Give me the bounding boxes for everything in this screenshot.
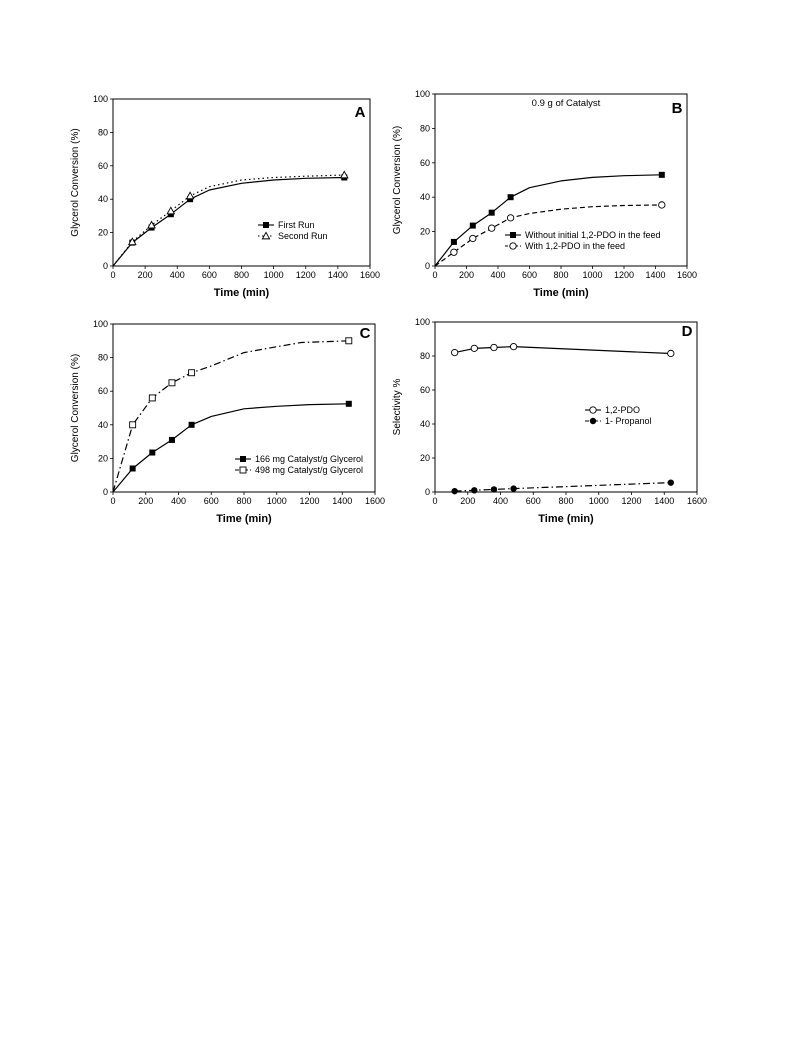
x-tick-label: 200 xyxy=(458,270,475,280)
data-point xyxy=(489,210,495,216)
legend xyxy=(258,220,328,241)
data-point xyxy=(489,225,495,231)
data-point xyxy=(510,485,516,491)
y-tick-label: 60 xyxy=(419,157,430,168)
data-point xyxy=(471,345,477,351)
data-point xyxy=(169,437,175,443)
data-point xyxy=(167,207,174,213)
x-tick-label: 1600 xyxy=(676,270,698,280)
y-tick-label: 80 xyxy=(419,123,430,134)
data-point xyxy=(510,343,516,349)
y-tick-label: 100 xyxy=(414,89,430,99)
panel-letter: D xyxy=(681,323,693,340)
chart-panel-a xyxy=(70,94,380,299)
y-tick-label: 40 xyxy=(419,419,430,429)
data-point xyxy=(491,344,497,350)
data-point xyxy=(471,487,477,493)
data-point xyxy=(169,380,175,386)
x-tick-label: 600 xyxy=(525,496,541,506)
x-tick-label: 800 xyxy=(236,496,252,506)
chart-panel-d xyxy=(392,317,707,525)
y-tick-label: 20 xyxy=(419,453,430,463)
x-tick-label: 1400 xyxy=(654,496,675,506)
x-tick-label: 200 xyxy=(137,270,153,280)
x-axis-title: Time (min) xyxy=(538,513,594,525)
panel-letter: C xyxy=(359,325,371,342)
legend xyxy=(585,405,652,426)
panel-annotation: 0.9 g of Catalyst xyxy=(531,98,601,109)
legend-marker xyxy=(240,456,246,462)
y-tick-label: 60 xyxy=(97,386,108,397)
legend-label: 498 mg Catalyst/g Glycerol xyxy=(255,465,364,475)
x-tick-label: 200 xyxy=(460,496,476,506)
x-tick-label: 0 xyxy=(432,270,438,280)
y-tick-label: 60 xyxy=(97,160,108,171)
y-tick-label: 20 xyxy=(97,227,108,238)
y-axis-title: Glycerol Conversion (%) xyxy=(392,125,403,235)
data-point xyxy=(149,395,155,401)
legend-label: Second Run xyxy=(278,231,328,241)
y-tick-label: 60 xyxy=(419,385,430,395)
data-point xyxy=(451,249,457,255)
data-point xyxy=(189,370,195,376)
plot-frame xyxy=(113,99,370,266)
x-tick-label: 0 xyxy=(110,270,116,280)
y-axis-title: Selectivity % xyxy=(392,378,403,436)
series-line xyxy=(113,404,349,492)
x-tick-label: 1000 xyxy=(266,496,287,506)
x-tick-label: 1000 xyxy=(588,496,609,506)
data-point xyxy=(346,401,352,407)
y-tick-label: 80 xyxy=(419,351,430,361)
legend-marker xyxy=(510,243,516,249)
x-tick-label: 1400 xyxy=(332,496,353,506)
x-tick-label: 800 xyxy=(558,496,574,506)
x-tick-label: 0 xyxy=(110,496,116,506)
legend-label: Without initial 1,2-PDO in the feed xyxy=(525,230,661,240)
x-tick-label: 1200 xyxy=(295,270,316,280)
series-line xyxy=(455,483,671,492)
y-tick-label: 0 xyxy=(102,261,108,271)
y-tick-label: 20 xyxy=(419,226,430,237)
data-point xyxy=(451,488,457,494)
x-tick-label: 400 xyxy=(170,496,187,506)
y-axis-title: Glycerol Conversion (%) xyxy=(70,128,81,237)
panel-letter: A xyxy=(354,104,366,121)
x-tick-label: 600 xyxy=(521,270,538,280)
x-tick-label: 1200 xyxy=(299,496,320,506)
data-point xyxy=(130,465,136,471)
legend-marker xyxy=(263,222,269,228)
series-1 xyxy=(451,343,674,356)
series-1 xyxy=(435,172,665,266)
series-1 xyxy=(113,401,352,492)
x-tick-label: 1000 xyxy=(582,270,603,280)
data-point xyxy=(187,192,194,198)
legend-marker xyxy=(590,407,596,413)
legend-marker xyxy=(240,467,246,473)
x-tick-label: 400 xyxy=(492,496,509,506)
data-point xyxy=(130,422,136,428)
x-tick-label: 400 xyxy=(169,270,185,280)
x-tick-label: 1200 xyxy=(621,496,642,506)
y-tick-label: 0 xyxy=(424,487,430,497)
chart-panel-c xyxy=(70,319,385,525)
x-tick-label: 1400 xyxy=(327,270,348,280)
legend xyxy=(505,230,661,251)
data-point xyxy=(507,215,513,221)
data-point xyxy=(189,422,195,428)
x-tick-label: 1600 xyxy=(686,496,708,506)
x-tick-label: 0 xyxy=(432,496,438,506)
x-tick-label: 1200 xyxy=(613,270,635,280)
y-tick-label: 80 xyxy=(97,127,108,138)
y-tick-label: 0 xyxy=(424,261,430,271)
x-tick-label: 1600 xyxy=(359,270,381,280)
x-tick-label: 1400 xyxy=(645,270,666,280)
data-point xyxy=(659,172,665,178)
legend-label: 1- Propanol xyxy=(605,416,652,426)
data-point xyxy=(346,338,352,344)
y-tick-label: 0 xyxy=(102,487,108,497)
data-point xyxy=(508,194,514,200)
y-tick-label: 20 xyxy=(97,453,108,464)
x-tick-label: 600 xyxy=(203,496,219,506)
x-axis-title: Time (min) xyxy=(533,287,589,299)
panel-letter: B xyxy=(671,100,683,117)
y-tick-label: 100 xyxy=(92,94,108,104)
data-point xyxy=(149,450,155,456)
legend-label: With 1,2-PDO in the feed xyxy=(525,241,626,251)
x-tick-label: 400 xyxy=(490,270,506,280)
series-line xyxy=(455,347,671,354)
data-point xyxy=(470,223,476,229)
chart-panel-b xyxy=(392,89,697,299)
y-tick-label: 100 xyxy=(92,319,108,329)
x-tick-label: 200 xyxy=(138,496,154,506)
data-point xyxy=(470,235,476,241)
x-tick-label: 800 xyxy=(233,270,250,280)
series-line xyxy=(435,175,662,266)
data-point xyxy=(668,350,674,356)
legend-label: First Run xyxy=(278,220,315,230)
y-tick-label: 40 xyxy=(419,192,430,203)
x-tick-label: 1600 xyxy=(364,496,386,506)
x-tick-label: 800 xyxy=(553,270,569,280)
data-point xyxy=(668,479,674,485)
x-tick-label: 600 xyxy=(201,270,217,280)
data-point xyxy=(659,202,665,208)
data-point xyxy=(451,239,457,245)
legend-marker xyxy=(590,418,596,424)
x-axis-title: Time (min) xyxy=(216,513,272,525)
data-point xyxy=(491,486,497,492)
y-tick-label: 100 xyxy=(414,317,430,327)
data-point xyxy=(451,349,457,355)
x-axis-title: Time (min) xyxy=(213,287,270,299)
y-axis-title: Glycerol Conversion (%) xyxy=(70,353,81,463)
legend xyxy=(235,454,363,475)
x-tick-label: 1000 xyxy=(263,270,284,280)
legend-marker xyxy=(510,232,516,238)
y-tick-label: 40 xyxy=(97,194,108,205)
legend-label: 166 mg Catalyst/g Glycerol xyxy=(255,454,364,464)
y-tick-label: 40 xyxy=(97,419,108,430)
y-tick-label: 80 xyxy=(97,352,108,363)
legend-label: 1,2-PDO xyxy=(605,405,641,415)
